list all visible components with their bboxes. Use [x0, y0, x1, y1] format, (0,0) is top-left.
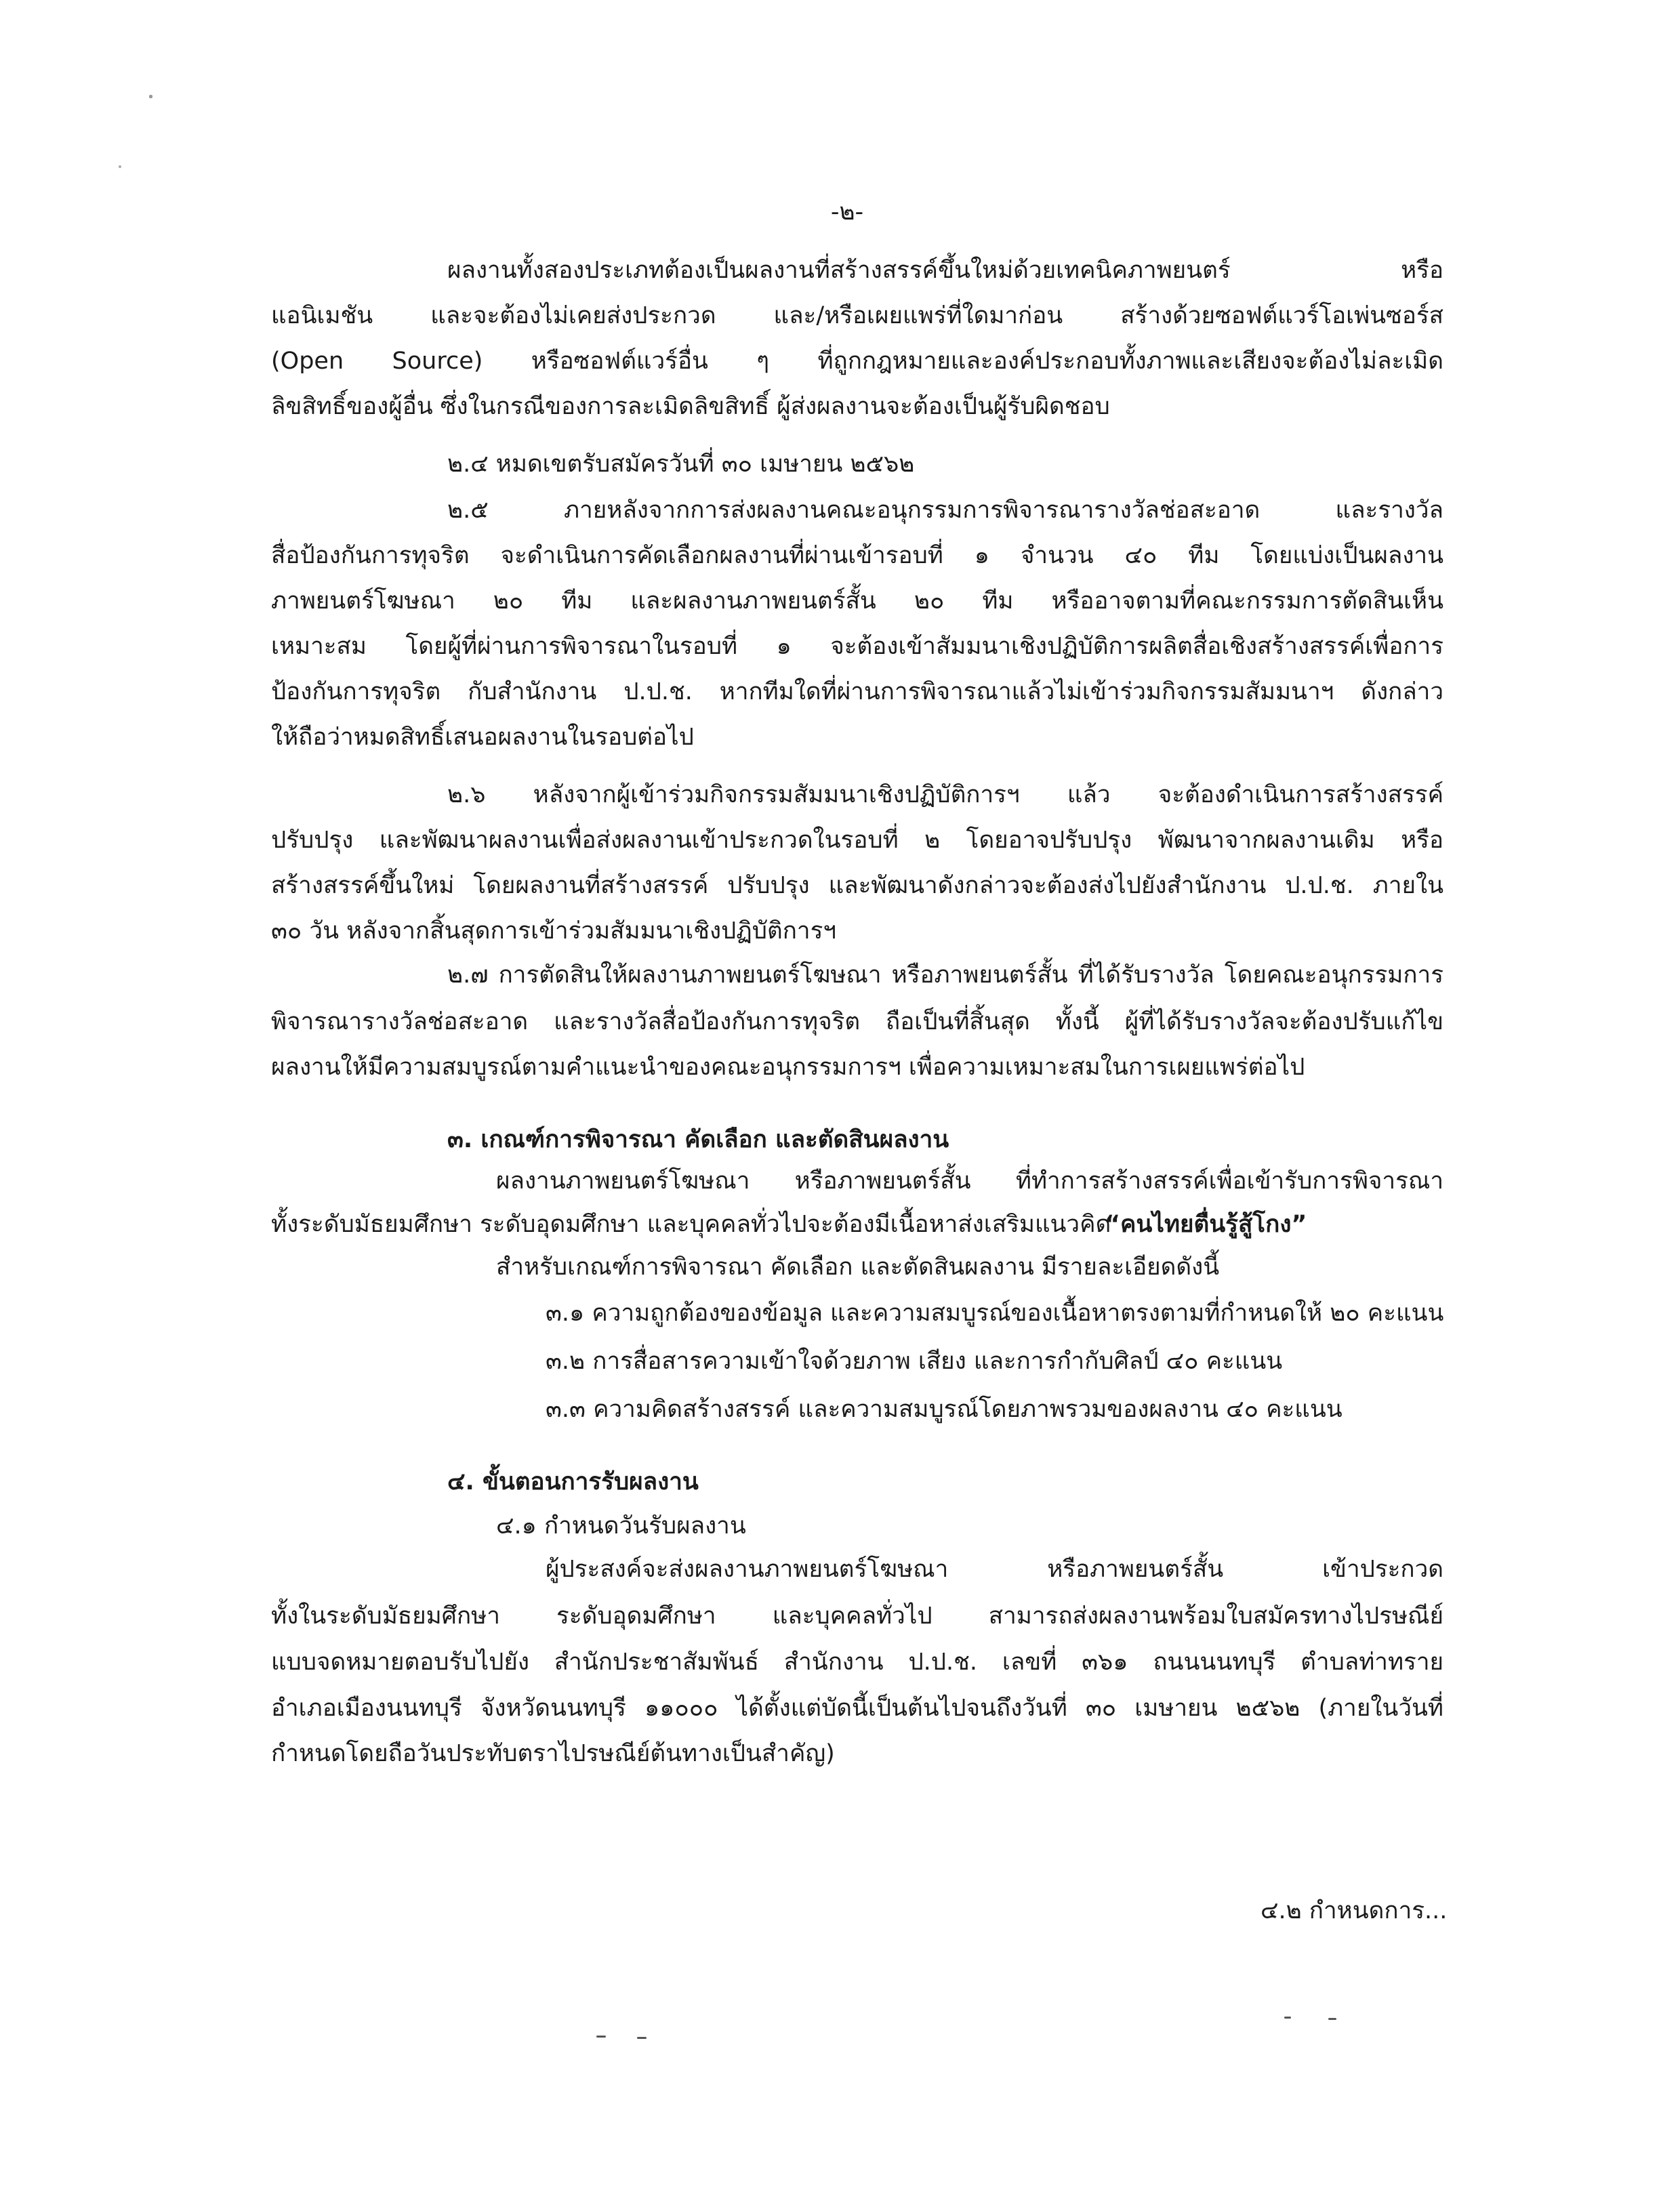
section-4-heading: ๔. ขั้นตอนการรับผลงาน: [447, 1468, 699, 1495]
section-4-1-line: แบบจดหมายตอบรับไปยัง สำนักประชาสัมพันธ์ สำนักงาน ป.ป.ช. เลขที่ ๓๖๑ ถนนนนทบุรี ตำบลท่าทราย: [271, 1649, 1443, 1676]
campaign-slogan: “คนไทยตื่นรู้สู้โกง”: [1105, 1211, 1307, 1238]
page-number: -๒-: [830, 199, 864, 226]
continuation-marker: ๔.๒ กำหนดการ...: [1261, 1897, 1448, 1924]
para-text-line: (Open Source) หรือซอฟต์แวร์อื่น ๆ ที่ถูกกฎหมายและองค์ประกอบทั้งภาพและเสียงจะต้องไม่ละเมิด: [271, 348, 1443, 375]
item-2-6-line: ๒.๖ หลังจากผู้เข้าร่วมกิจกรรมสัมมนาเชิงปฏิบัติการฯ แล้ว จะต้องดำเนินการสร้างสรรค์: [447, 781, 1443, 808]
item-2-5-line: เหมาะสม โดยผู้ที่ผ่านการพิจารณาในรอบที่ ๑ จะต้องเข้าสัมมนาเชิงปฏิบัติการผลิตสื่อเชิงสร้างสรรค์เพื่อการ: [271, 633, 1443, 660]
item-2-6-line: ปรับปรุง และพัฒนาผลงานเพื่อส่งผลงานเข้าประกวดในรอบที่ ๒ โดยอาจปรับปรุง พัฒนาจากผลงานเดิม หรือ: [271, 827, 1443, 854]
scan-speck: [637, 2037, 647, 2039]
section-4-1-line: อำเภอเมืองนนทบุรี จังหวัดนนทบุรี ๑๑๐๐๐ ได้ตั้งแต่บัดนี้เป็นต้นไปจนถึงวันที่ ๓๐ เมษายน ๒๕๖๒ (ภายในวันที่: [271, 1695, 1443, 1722]
section-4-1-line: กำหนดโดยถือวันประทับตราไปรษณีย์ต้นทางเป็นสำคัญ): [271, 1740, 835, 1767]
item-2-7-line: ๒.๗ การตัดสินให้ผลงานภาพยนตร์โฆษณา หรือภาพยนตร์สั้น ที่ได้รับรางวัล โดยคณะอนุกรรมการ: [447, 962, 1443, 989]
item-2-7-line: พิจารณารางวัลช่อสะอาด และรางวัลสื่อป้องกันการทุจริต ถือเป็นที่สิ้นสุด ทั้งนี้ ผู้ที่ได้รับรางวัลจะต้องปรับแก้ไข: [271, 1008, 1443, 1035]
scan-speck: [1328, 2018, 1336, 2020]
section-3-line: สำหรับเกณฑ์การพิจารณา คัดเลือก และตัดสินผลงาน มีรายละเอียดดังนี้: [496, 1254, 1220, 1281]
item-2-6-line: ๓๐ วัน หลังจากสิ้นสุดการเข้าร่วมสัมมนาเชิงปฏิบัติการฯ: [271, 917, 837, 945]
section-3-line: ทั้งระดับมัธยมศึกษา ระดับอุดมศึกษา และบุคคลทั่วไปจะต้องมีเนื้อหาส่งเสริมแนวคิด: [271, 1211, 1111, 1238]
criteria-item: ๓.๑ ความถูกต้องของข้อมูล และความสมบูรณ์ของเนื้อหาตรงตามที่กำหนดให้ ๒๐ คะแนน: [546, 1300, 1444, 1327]
item-2-4: ๒.๔ หมดเขตรับสมัครวันที่ ๓๐ เมษายน ๒๕๖๒: [447, 451, 915, 478]
section-3-heading: ๓. เกณฑ์การพิจารณา คัดเลือก และตัดสินผลงาน: [447, 1126, 949, 1153]
item-2-6-line: สร้างสรรค์ขึ้นใหม่ โดยผลงานที่สร้างสรรค์ ปรับปรุง และพัฒนาดังกล่าวจะต้องส่งไปยังสำนักงาน ป.ป.ช. ภายใน: [271, 872, 1443, 899]
item-2-5-line: สื่อป้องกันการทุจริต จะดำเนินการคัดเลือกผลงานที่ผ่านเข้ารอบที่ ๑ จำนวน ๔๐ ทีม โดยแบ่งเป็นผลงาน: [271, 542, 1443, 569]
para-text-line: ผลงานทั้งสองประเภทต้องเป็นผลงานที่สร้างสรรค์ขึ้นใหม่ด้วยเทคนิคภาพยนตร์ หรือ: [447, 257, 1443, 284]
item-2-5-line: ภาพยนตร์โฆษณา ๒๐ ทีม และผลงานภาพยนตร์สั้น ๒๐ ทีม หรืออาจตามที่คณะกรรมการตัดสินเห็น: [271, 587, 1443, 615]
item-2-5-line: ๒.๕ ภายหลังจากการส่งผลงานคณะอนุกรรมการพิจารณารางวัลช่อสะอาด และรางวัล: [447, 497, 1443, 524]
section-4-1-heading: ๔.๑ กำหนดวันรับผลงาน: [496, 1512, 746, 1540]
item-2-5-line: ให้ถือว่าหมดสิทธิ์เสนอผลงานในรอบต่อไป: [271, 724, 694, 751]
scan-speck: [149, 95, 152, 98]
scan-speck: [1284, 2017, 1291, 2019]
section-4-1-line: ผู้ประสงค์จะส่งผลงานภาพยนตร์โฆษณา หรือภาพยนตร์สั้น เข้าประกวด: [546, 1556, 1443, 1583]
scan-speck: [119, 165, 121, 168]
criteria-item: ๓.๓ ความคิดสร้างสรรค์ และความสมบูรณ์โดยภาพรวมของผลงาน ๔๐ คะแนน: [546, 1396, 1343, 1423]
criteria-item: ๓.๒ การสื่อสารความเข้าใจด้วยภาพ เสียง และการกำกับศิลป์ ๔๐ คะแนน: [546, 1348, 1283, 1375]
scan-speck: [596, 2036, 606, 2038]
para-text-line: แอนิเมชัน และจะต้องไม่เคยส่งประกวด และ/หรือเผยแพร่ที่ใดมาก่อน สร้างด้วยซอฟต์แวร์โอเพ่นซอร์ส: [271, 302, 1443, 329]
item-2-7-line: ผลงานให้มีความสมบูรณ์ตามคำแนะนำของคณะอนุกรรมการฯ เพื่อความเหมาะสมในการเผยแพร่ต่อไป: [271, 1054, 1305, 1081]
item-2-5-line: ป้องกันการทุจริต กับสำนักงาน ป.ป.ช. หากทีมใดที่ผ่านการพิจารณาแล้วไม่เข้าร่วมกิจกรรมสัมมนาฯ ดังกล่าว: [271, 678, 1443, 705]
section-4-1-line: ทั้งในระดับมัธยมศึกษา ระดับอุดมศึกษา และบุคคลทั่วไป สามารถส่งผลงานพร้อมใบสมัครทางไปรษณีย์: [271, 1603, 1443, 1630]
section-3-line: ผลงานภาพยนตร์โฆษณา หรือภาพยนตร์สั้น ที่ทำการสร้างสรรค์เพื่อเข้ารับการพิจารณา: [496, 1168, 1443, 1195]
para-text-line: ลิขสิทธิ์ของผู้อื่น ซึ่งในกรณีของการละเมิดลิขสิทธิ์ ผู้ส่งผลงานจะต้องเป็นผู้รับผิดชอบ: [271, 393, 1110, 420]
